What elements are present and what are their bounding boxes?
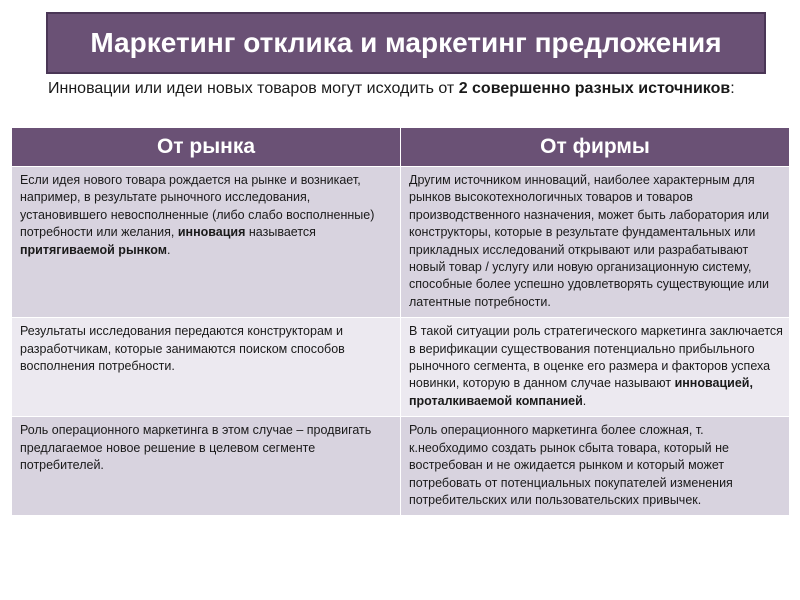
cell-market-operational: Роль операционного маркетинга в этом случае – продвигать предлагаемое новое решение в целевом сегменте потребителей. [12,417,401,516]
header-firm: От фирмы [401,128,790,167]
cell-bold: инновация [177,225,246,240]
subtitle-bold: 2 совершенно разных источников [458,80,731,97]
cell-text: Если идея нового товара рождается на рынке и возникает, например, в результате рыночного исследования, установившего невосполненные (либо слабо восполненные) потребности или желания, [20,173,375,240]
table-row [12,167,790,318]
subtitle-text: Инновации или идеи новых товаров могут исходить от [48,80,459,97]
cell-firm-source: Другим источником инноваций, наиболее характерным для рынков высокотехнологичных товаров и товаров производственного назначения, может быть лаборатория или конструкторы, которые в результате фундаментальных или прикладных исследований открывают или разрабатывают новый товар / услугу или новую организационную систему, способные более успешно удовлетворять существующие или латентные потребности. [401,167,790,318]
title-banner [46,12,766,74]
cell-bold: инновацией, проталкиваемой компанией [409,376,753,408]
subtitle [48,78,748,100]
table-header-row [12,128,790,167]
cell-bold: притягиваемой рынком [20,242,167,257]
page-title: Маркетинг отклика и маркетинг предложения [90,27,722,58]
cell-market-idea [12,167,401,318]
cell-text: называется [245,225,316,240]
header-market: От рынка [12,128,401,167]
table-row [12,318,790,417]
cell-text: В такой ситуации роль стратегического маркетинга заключается в верификации существования потенциально прибыльного рыночного сегмента, в оценке его размера и факторов успеха новинки, которую в данном случае называют [409,324,783,391]
cell-market-research: Результаты исследования передаются конструкторам и разработчикам, которые занимаются поиском способов восполнения потребности. [12,318,401,417]
subtitle-end: : [730,80,735,97]
cell-firm-strategic [401,318,790,417]
table-row [12,417,790,516]
cell-text: . [582,393,587,408]
comparison-table [11,127,790,516]
cell-text: . [166,242,171,257]
cell-firm-operational: Роль операционного маркетинга более сложная, т. к.необходимо создать рынок сбыта товара, который не востребован и не ожидается рынком и который может потребовать от потенциальных покупателей изменения потребительских или пользовательских привычек. [401,417,790,516]
